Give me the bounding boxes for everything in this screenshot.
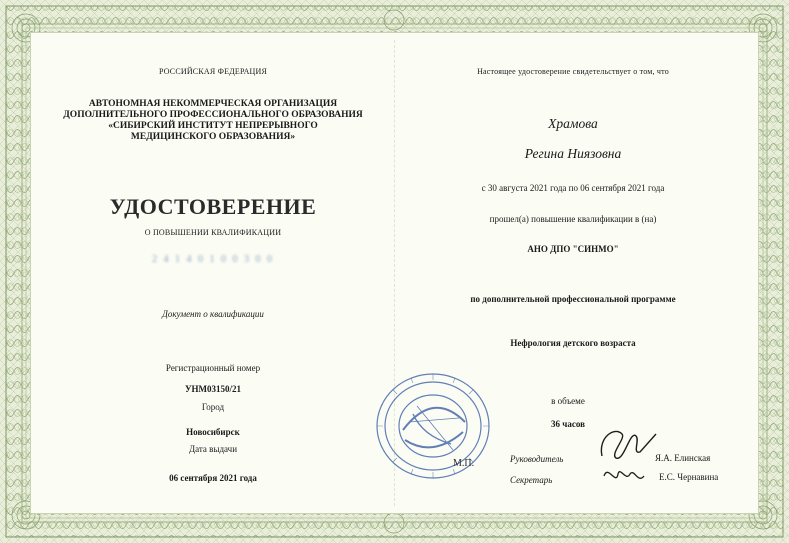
city-value: Новосибирск: [186, 427, 240, 437]
certificate-intro: Настоящее удостоверение свидетельствует о том, что: [477, 67, 669, 76]
qualification-document-label: Документ о квалификации: [162, 309, 264, 319]
secretary-signature: [604, 472, 644, 479]
holder-surname: Храмова: [548, 116, 598, 131]
issue-date-value: 06 сентября 2021 года: [169, 473, 257, 483]
head-signature: [601, 431, 656, 458]
training-period: с 30 августа 2021 года по 06 сентября 2021 года: [481, 183, 665, 193]
secretary-label: Секретарь: [510, 475, 553, 485]
city-label: Город: [201, 402, 225, 412]
head-label: Руководитель: [510, 454, 564, 464]
program-intro: по дополнительной профессиональной программе: [470, 294, 676, 304]
org-line-2: ДОПОЛНИТЕЛЬНОГО ПРОФЕССИОНАЛЬНОГО ОБРАЗОВАНИЯ: [63, 110, 363, 120]
issue-date-label: Дата выдачи: [188, 444, 238, 454]
country-label: РОССИЙСКАЯ ФЕДЕРАЦИЯ: [158, 67, 268, 76]
hours-value: 36 часов: [551, 419, 585, 429]
document-title: УДОСТОВЕРЕНИЕ: [109, 194, 317, 219]
stamp-mp-text: М.П.: [453, 458, 475, 469]
passed-training-label: прошел(а) повышение квалификации в (на): [489, 214, 657, 224]
org-line-4: МЕДИЦИНСКОГО ОБРАЗОВАНИЯ»: [130, 132, 296, 142]
org-line-3: «СИБИРСКИЙ ИНСТИТУТ НЕПРЕРЫВНОГО: [108, 121, 318, 131]
head-name: Я.А. Елинская: [655, 453, 711, 463]
secretary-name: Е.С. Чернавина: [659, 472, 719, 482]
registration-number: УНМ03150/21: [184, 384, 242, 394]
document-subtitle: О ПОВЫШЕНИИ КВАЛИФИКАЦИИ: [144, 228, 282, 237]
registration-label: Регистрационный номер: [165, 363, 261, 373]
org-line-1: АВТОНОМНАЯ НЕКОММЕРЧЕСКАЯ ОРГАНИЗАЦИЯ: [88, 99, 338, 109]
signatures: [596, 424, 666, 490]
official-stamp: [373, 370, 497, 482]
program-name: Нефрология детского возраста: [510, 338, 636, 348]
institution-name: АНО ДПО "СИНМО": [527, 244, 619, 254]
blank-number: 2 4 1 4 0 1 0 0 3 0 0: [152, 254, 274, 265]
holder-given-names: Регина Ниязовна: [524, 146, 622, 161]
volume-label: в объеме: [551, 396, 585, 406]
